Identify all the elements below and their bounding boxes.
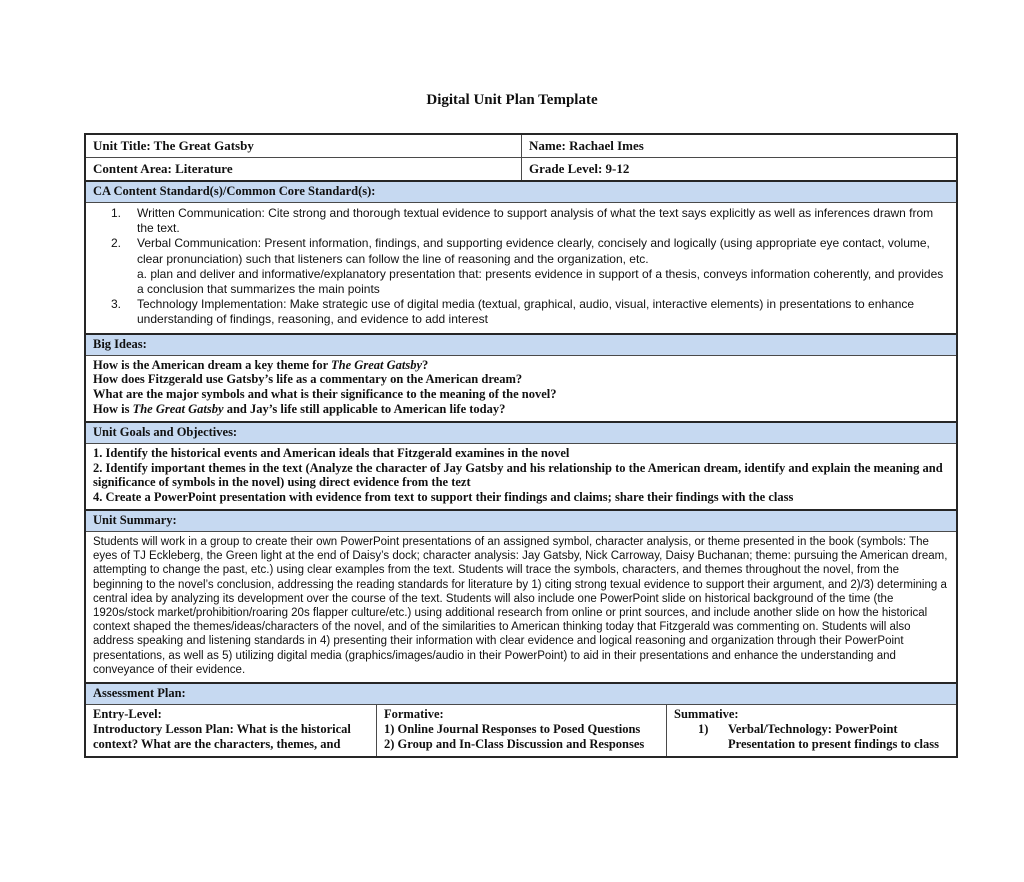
summative-cell: [666, 705, 956, 756]
standards-item-number: 3.: [111, 297, 122, 312]
goals-body: [86, 443, 956, 509]
summative-item: [674, 722, 949, 752]
standards-item: [86, 297, 948, 327]
document-page: [0, 91, 1024, 882]
unit-title-cell: Unit Title: The Great Gatsby: [93, 138, 254, 153]
goal-item: 2. Identify important themes in the text (Analyze the character of Jay Gatsby and his relationship to the American dream, identify and explain the meaning and significance of symbols in the novel) using direct evidence from the tezt: [93, 460, 943, 490]
name-cell: Name: Rachael Imes: [521, 135, 956, 157]
big-idea-question: How is The Great Gatsby and Jay’s life still applicable to American life today?: [93, 402, 506, 417]
page-title: Digital Unit Plan Template: [426, 92, 598, 108]
formative-item: 1) Online Journal Responses to Posed Questions: [384, 722, 641, 737]
standards-heading: CA Content Standard(s)/Common Core Standard(s):: [86, 180, 956, 202]
standards-item-main-text: Verbal Communication: Present information, findings, and supporting evidence clearly, concisely and logically (using appropriate eye contact, volume, clear pronunciation) such that listeners can follow the line of reasoning and the organization, etc.: [137, 236, 930, 266]
summative-item-text: Verbal/Technology: PowerPoint Presentation to present findings to class: [728, 722, 939, 752]
goal-item: 4. Create a PowerPoint presentation with evidence from text to support their findings and claims; share their findings with the class: [93, 490, 794, 505]
table-row-area-grade: [86, 157, 956, 180]
big-idea-question: What are the major symbols and what is their significance to the meaning of the novel?: [93, 387, 557, 402]
formative-cell: [376, 705, 666, 756]
assessment-columns: [86, 704, 956, 756]
entry-level-body: Introductory Lesson Plan: What is the historical context? What are the characters, themes, and: [93, 722, 351, 752]
standards-list: [86, 202, 956, 333]
standards-item-number: 1.: [111, 206, 122, 220]
grade-level-cell: Grade Level: 9-12: [521, 158, 956, 180]
standards-item-text: Written Communication: Cite strong and thorough textual evidence to support analysis of what the text says explicitly as well as inferences drawn from the text.: [137, 206, 934, 236]
summative-title: Summative:: [674, 707, 739, 722]
big-ideas-heading: Big Ideas:: [86, 333, 956, 355]
content-area-cell: Content Area: Literature: [93, 161, 233, 176]
standards-item: [86, 206, 948, 236]
summary-heading: Unit Summary:: [86, 509, 956, 531]
entry-level-title: Entry-Level:: [93, 707, 162, 722]
formative-item: 2) Group and In-Class Discussion and Responses: [384, 737, 645, 752]
big-ideas-body: [86, 355, 956, 421]
big-idea-question: How is the American dream a key theme for The Great Gatsby?: [93, 357, 429, 372]
goals-heading: Unit Goals and Objectives:: [86, 421, 956, 443]
big-idea-question: How does Fitzgerald use Gatsby’s life as a commentary on the American dream?: [93, 372, 523, 387]
formative-title: Formative:: [384, 707, 444, 722]
assessment-heading: Assessment Plan:: [86, 682, 956, 704]
summary-body: Students will work in a group to create their own PowerPoint presentations of an assigned symbol, character analysis, or theme presented in the book (symbols: The eyes of TJ Eckleberg, the Green light at the end of Daisy’s dock; character analysis: Jay Gatsby, Nick Carroway, Daisy Buchanan; theme: pursuing the American dream, attempting to change the past, etc.) using clear examples from the text. Students will trace the symbols, characters, and themes throughout the novel, from the beginning to the novel’s conclusion, addressing the reading standards for literature by 1) citing strong texual evidence to support their argument, and 2)/3) determining a central idea by analyzing its development over the course of the text. Students will also include one PowerPoint slide on historical background of the time (the 1920s/stock market/prohibition/roaring 20s flapper culture/etc.) using additional research from online or print sources, and include another slide on how the historical context shaped the themes/ideas/characters of the novel, and of the similarities to American thinking today that Fitzgerald was commenting on. Students will also address speaking and listening standards in 4) presenting their information with clear evidence and logical reasoning and organization through their PowerPoint presentations, as well as 5) utilizing digital media (graphics/images/audio in their PowerPoint) to aid in their presentations and enhance the understanding and conveyance of their evidence.: [86, 531, 956, 682]
standards-item-text: Technology Implementation: Make strategic use of digital media (textual, graphical, audio, visual, interactive elements) in presentations to enhance understanding of findings, reasoning, and evidence to add interest: [137, 297, 915, 327]
standards-item-sub-text: a. plan and deliver and informative/explanatory presentation that: presents evidence in support of a thesis, conveys information coherently, and provides a conclusion that summarizes the main points: [137, 266, 944, 297]
standards-item-text: [137, 236, 948, 297]
entry-level-cell: [86, 705, 376, 756]
summative-item-number: 1): [698, 722, 709, 737]
standards-item-number: 2.: [111, 236, 122, 251]
table-row-title-name: [86, 135, 956, 157]
unit-plan-table: [84, 133, 958, 758]
goal-item: 1. Identify the historical events and American ideals that Fitzgerald examines in the novel: [93, 445, 570, 460]
standards-item: [86, 236, 948, 297]
